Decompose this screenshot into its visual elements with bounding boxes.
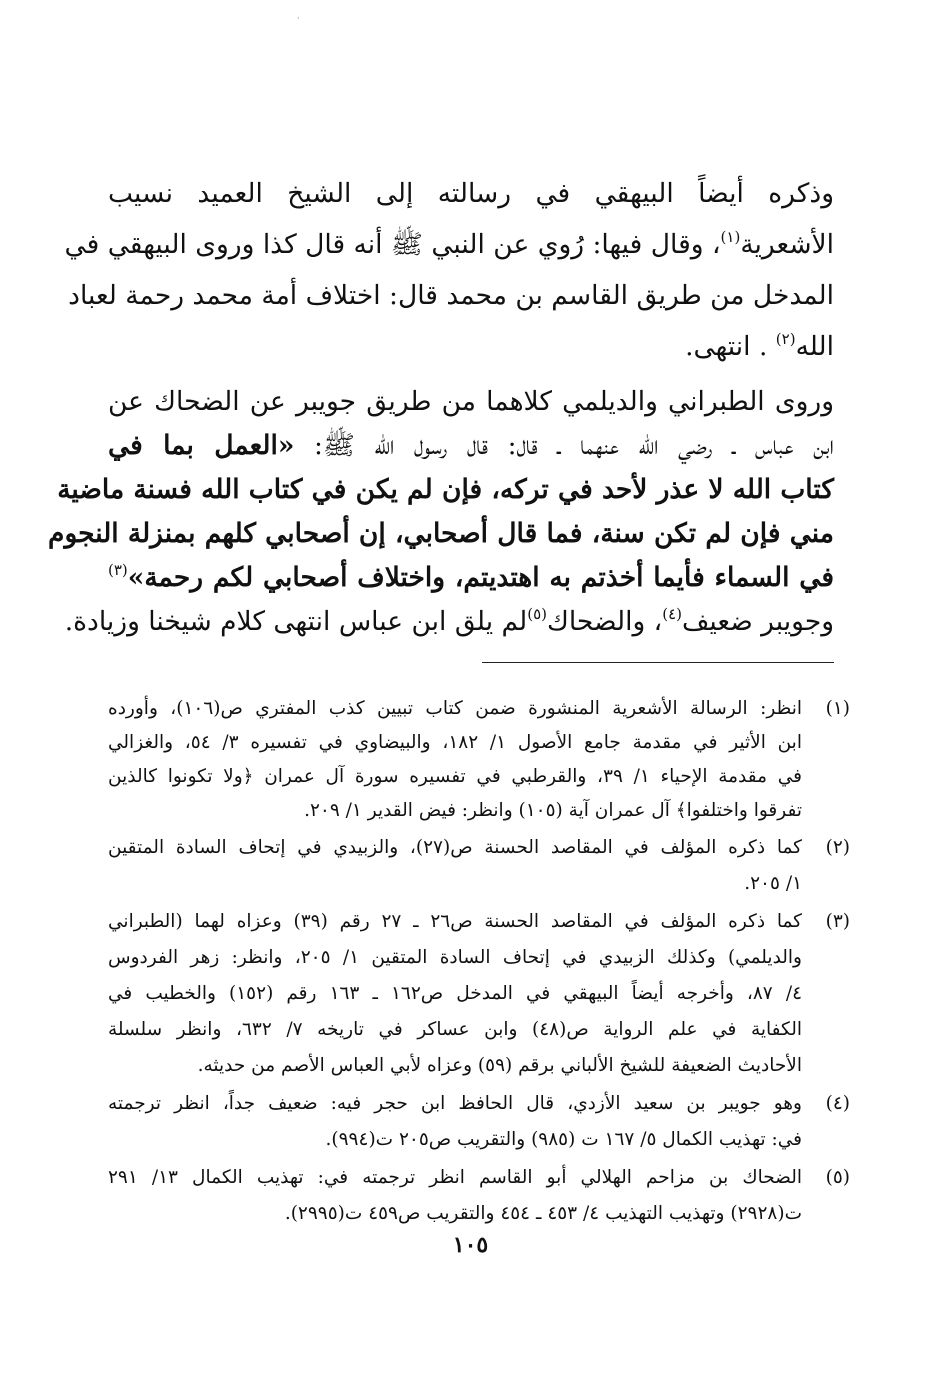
footnote-line: ٤/ ٨٧، وأخرجه أيضاً البيهقي في المدخل ص١٦٢ ـ ١٦٣ رقم (١٥٢) والخطيب في — [108, 983, 802, 1004]
footnotes — [108, 692, 850, 1234]
footnote-5 — [108, 1160, 850, 1232]
footnote-line: ١/ ٢٠٥. — [744, 873, 802, 894]
text-run: ابن عباس ـ رضي الله عنهما ـ قال: قال رسول الله ﷺ: — [294, 430, 834, 461]
footnote-line: وهو جويبر بن سعيد الأزدي، قال الحافظ ابن حجر فيه: ضعيف جداً، انظر ترجمته — [108, 1093, 802, 1114]
footnote-2 — [108, 830, 850, 902]
footnote-line: في مقدمة الإحياء ١/ ٣٩، والقرطبي في تفسيره سورة آل عمران ﴿ولا تكونوا كالذين — [108, 766, 802, 787]
footnote-3 — [108, 904, 850, 1084]
hadith-text: في السماء فأيما أخذتم به اهتديتم، واختلاف أصحابي لكم رحمة» — [127, 562, 834, 593]
text-run: ، والضحاك — [547, 606, 663, 637]
footnote-1 — [108, 692, 850, 828]
paragraph-2-line-6 — [64, 600, 834, 644]
footnote-body — [108, 692, 802, 828]
text-run: . انتهى. — [685, 331, 776, 362]
footnote-number: (٣) — [825, 911, 850, 932]
footnote-body — [108, 1086, 802, 1158]
paragraph-1-line-1: وذكره أيضاً البيهقي في رسالته إلى الشيخ العميد نسيب — [108, 178, 834, 209]
footnote-number: (١) — [825, 698, 850, 719]
paragraph-2-line-5 — [108, 556, 834, 600]
footnote-4 — [108, 1086, 850, 1158]
paragraph-2-line-1: وروى الطبراني والديلمي كلاهما من طريق جويبر عن الضحاك عن — [108, 386, 834, 417]
footnote-separator — [482, 662, 834, 663]
footnote-ref-1[interactable]: (١) — [720, 228, 741, 246]
footnote-line: في: تهذيب الكمال ٥/ ١٦٧ ت (٩٨٥) والتقريب ص٢٠٥ ت(٩٩٤). — [325, 1129, 802, 1150]
page-number: ١٠٥ — [452, 1232, 489, 1258]
paragraph-2-line-3: كتاب الله لا عذر لأحد في تركه، فإن لم يكن في كتاب الله فسنة ماضية — [57, 474, 834, 505]
text-run: لم يلق ابن عباس انتهى كلام شيخنا وزيادة. — [64, 606, 528, 637]
text-run: الأشعرية — [740, 229, 834, 260]
footnote-line: كما ذكره المؤلف في المقاصد الحسنة ص٢٦ ـ ٢٧ رقم (٣٩) وعزاه لهما (الطبراني — [108, 911, 802, 932]
footnote-number: (٤) — [825, 1093, 850, 1114]
footnote-body — [108, 1160, 802, 1232]
footnote-body — [108, 904, 802, 1084]
footnote-line: ت(٢٩٢٨) وتهذيب التهذيب ٤/ ٤٥٣ ـ ٤٥٤ والتقريب ص٤٥٩ ت(٢٩٩٥). — [284, 1203, 802, 1224]
footnote-line: انظر: الرسالة الأشعرية المنشورة ضمن كتاب تبيين كذب المفتري ص(١٠٦)، وأورده — [108, 698, 802, 719]
paragraph-2-line-2 — [108, 424, 834, 468]
footnote-number: (٢) — [825, 837, 850, 858]
footnote-line: والديلمي) وكذلك الزبيدي في إتحاف السادة المتقين ١/ ٢٠٥، وانظر: زهر الفردوس — [108, 947, 802, 968]
footnote-line: ابن الأثير في مقدمة جامع الأصول ١/ ١٨٢، والبيضاوي في تفسيره ٣/ ٥٤، والغزالي — [108, 732, 802, 753]
paragraph-2-line-4: مني فإن لم تكن سنة، فما قال أصحابي، إن أصحابي كلهم بمنزلة النجوم — [48, 518, 834, 549]
paragraph-1-line-3: المدخل من طريق القاسم بن محمد قال: اختلاف أمة محمد رحمة لعباد — [68, 280, 834, 311]
footnote-ref-3[interactable]: (٣) — [108, 561, 128, 579]
footnote-line: الأحاديث الضعيفة للشيخ الألباني برقم (٥٩) وعزاه لأبي العباس الأصم من حديثه. — [197, 1055, 802, 1076]
paragraph-1-line-4 — [108, 321, 834, 372]
footnote-line: كما ذكره المؤلف في المقاصد الحسنة ص(٢٧)، والزبيدي في إتحاف السادة المتقين — [108, 837, 802, 858]
text-run: ، وقال فيها: رُوي عن النبي ﷺ أنه قال كذا وروى البيهقي في — [64, 229, 721, 260]
hadith-text: «العمل بما في — [108, 430, 295, 461]
footnote-ref-4[interactable]: (٤) — [662, 605, 682, 623]
scan-mark: · — [297, 14, 300, 23]
paragraph-2 — [48, 380, 834, 644]
text-run: وجويبر ضعيف — [682, 606, 834, 637]
paragraph-1 — [64, 168, 834, 372]
footnote-body — [108, 830, 802, 902]
footnote-number: (٥) — [825, 1167, 850, 1188]
footnote-line: الكفاية في علم الرواية ص(٤٨) وابن عساكر في تاريخه ٧/ ٦٣٢، وانظر سلسلة — [108, 1019, 802, 1040]
text-run: الله — [795, 331, 834, 362]
footnote-ref-5[interactable]: (٥) — [527, 605, 547, 623]
footnote-line: تفرقوا واختلفوا﴾ آل عمران آية (١٠٥) وانظر: فيض القدير ١/ ٢٠٩. — [304, 800, 802, 821]
footnote-line: الضحاك بن مزاحم الهلالي أبو القاسم انظر ترجمته في: تهذيب الكمال ١٣/ ٢٩١ — [108, 1167, 802, 1188]
footnote-ref-2[interactable]: (٢) — [775, 330, 796, 348]
paragraph-1-line-2 — [64, 219, 834, 270]
